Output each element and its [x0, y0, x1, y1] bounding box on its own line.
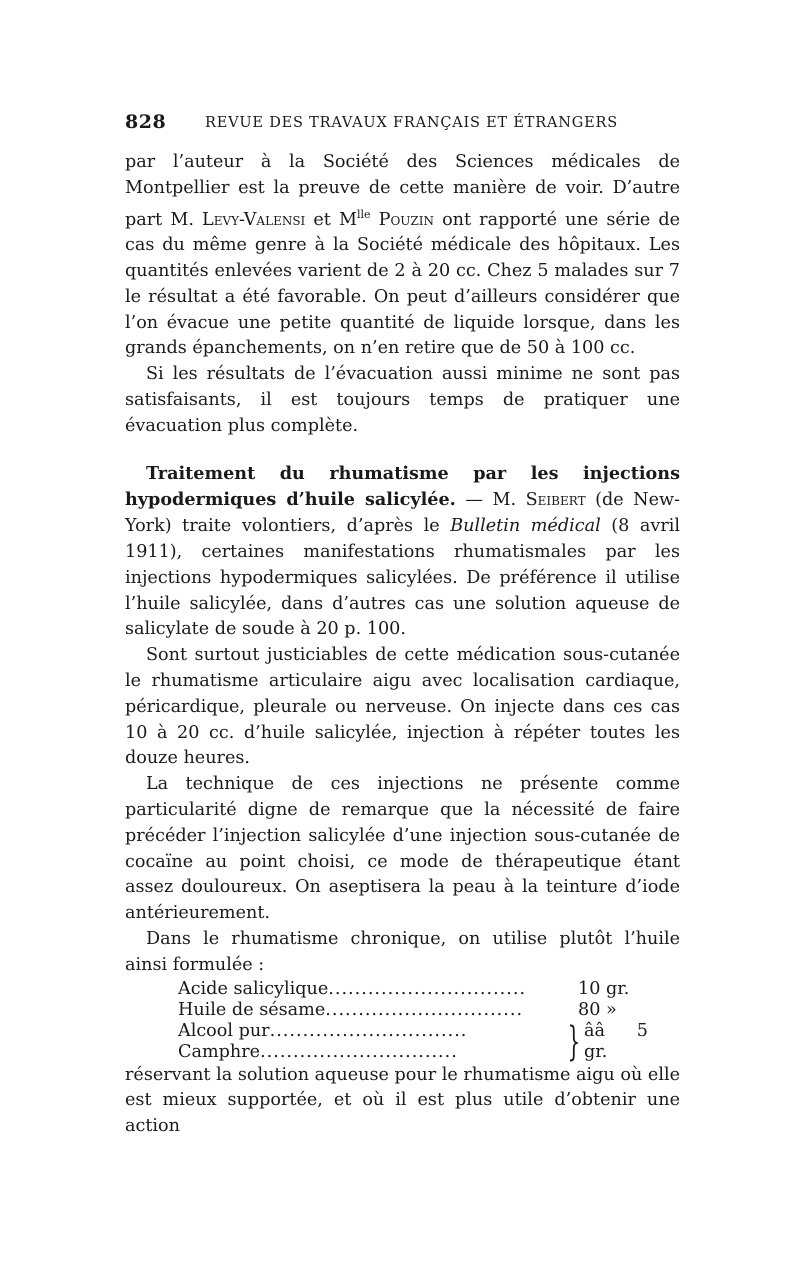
journal-title: Bulletin médical	[450, 516, 601, 537]
formula-row: Camphre ..............................	[178, 1041, 458, 1062]
section-title: Traitement du rhumatisme par les injections hypodermiques d’huile salicylée.	[125, 462, 680, 511]
page-number: 828	[125, 111, 167, 133]
paragraph: Dans le rhumatisme chronique, on utilise plutôt l’huile ainsi formulée :	[125, 928, 680, 975]
formula-row: Alcool pur ..............................	[178, 1020, 468, 1041]
author-name: Levy-Valensi	[202, 209, 306, 230]
paragraph: Sont surtout justiciables de cette médication sous-cutanée le rhumatisme articulaire aigu avec localisation cardiaque, péricardique, pleurale ou nerveuse. On injecte dans ces cas 10 à 20 cc. d’huile salicylée, injection à répéter toutes les douze heures.	[125, 645, 680, 769]
brace-icon: }	[567, 1018, 581, 1065]
paragraph: Si les résultats de l’évacuation aussi minime ne sont pas satisfaisants, il est toujours temps de pratiquer une évacuation plus complète.	[125, 364, 680, 436]
running-head: REVUE DES TRAVAUX FRANÇAIS ET ÉTRANGERS	[205, 115, 618, 131]
formula-group	[178, 1018, 648, 1065]
paragraph: La technique de ces injections ne présente comme particularité digne de remarque que la nécessité de faire précéder l’injection salicylée d’une injection sous-cutanée de cocaïne au point choisi, ce mode de thérapeutique étant assez douloureux. On aseptisera la peau à la teinture d’iode antérieurement.	[125, 774, 680, 924]
paragraph: réservant la solution aqueuse pour le rhumatisme aigu où elle est mieux supportée, et où il est plus utile d’obtenir une action	[125, 1064, 680, 1137]
author-name: Seibert	[525, 490, 586, 511]
author-name: Pouzin	[378, 209, 434, 230]
body-text	[125, 150, 680, 1140]
section-paragraph: Traitement du rhumatisme par les injections hypodermiques d’huile salicylée. — M. Seibert (de New-York) traite volontiers, d’après le Bulletin médical (8 avril 1911), certaines manifestations rhumatismales par les injections hypodermiques salicylées. De préférence il utilise l’huile salicylée, dans d’autres cas une solution aqueuse de salicylate de soude à 20 p. 100.	[125, 462, 680, 640]
formula-row: Acide salicylique .............................. 10 gr.	[178, 978, 630, 999]
formula-row: Huile de sésame .............................. 80 »	[178, 999, 617, 1020]
section-gap	[125, 440, 680, 461]
formula-group-qty: ââ 5 gr.	[583, 1020, 648, 1062]
formula	[178, 979, 648, 1063]
paragraph: par l’auteur à la Société des Sciences médicales de Montpellier est la preuve de cette manière de voir. D’autre part M. Levy-Valensi et $M^{lle}$ Pouzin ont rapporté une série de cas du même genre à la Société médicale des hôpitaux. Les quantités enlevées varient de 2 à 20 cc. Chez 5 malades sur 7 le résultat a été favorable. On peut d’ailleurs considérer que l’on évacue une petite quantité de liquide lorsque, dans les grands épanchements, on n’en retire que de 50 à 100 cc.	[125, 152, 680, 359]
